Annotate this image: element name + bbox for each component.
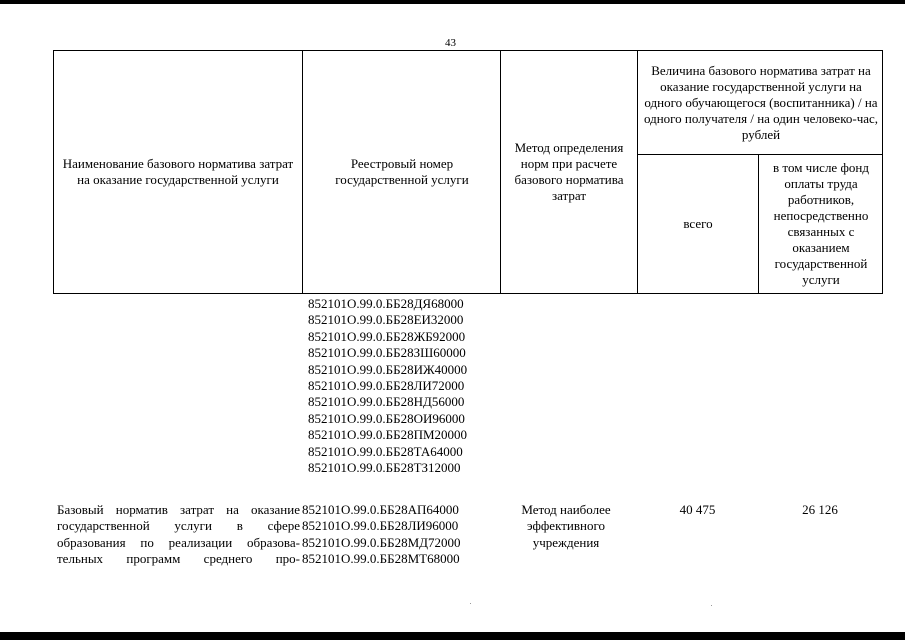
scan-speck	[470, 603, 471, 604]
header-registry-cell: Реестровый номер государственной услуги	[335, 156, 469, 187]
row2-name-line: Базовый норматив затрат на оказание	[57, 502, 300, 517]
row2-name-line: образования по реализации образова-	[57, 534, 300, 550]
list-item: 852101О.99.0.ББ28ТЗ12000	[308, 460, 461, 476]
header-name-cell: Наименование базового норматива затрат на оказание государственной услуги	[62, 156, 294, 187]
row2-codes-list	[302, 502, 461, 568]
row2-name-line: тельных программ среднего про-	[57, 551, 300, 567]
list-item: 852101О.99.0.ББ28ЗШ60000	[308, 345, 466, 361]
list-item: 852101О.99.0.ББ28ПМ20000	[308, 427, 468, 443]
row2-fund-cell: 26 126	[802, 502, 838, 517]
col-divider-4	[758, 154, 759, 294]
list-item: 852101О.99.0.ББ28МД72000	[302, 534, 461, 550]
table-border-left	[53, 50, 54, 294]
table-border-right	[882, 50, 883, 294]
list-item: 852101О.99.0.ББ28ЕИ32000	[308, 312, 464, 328]
list-item: 852101О.99.0.ББ28ДЯ68000	[308, 296, 464, 311]
scan-top-border	[0, 0, 905, 4]
row2-method-cell: Метод наиболее эффективного учреждения	[521, 502, 611, 550]
row2-name-cell	[57, 502, 300, 568]
scan-bottom-border	[0, 632, 905, 640]
list-item: 852101О.99.0.ББ28ОИ96000	[308, 410, 465, 426]
row2-name-line: государственной услуги в сфере	[57, 518, 300, 534]
header-table	[53, 50, 883, 294]
header-value-cell: Величина базового норматива затрат на оказание государственной услуги на одного обучающегося (воспитанника) / на одного получателя / на один человеко-час, рублей	[643, 63, 879, 142]
list-item: 852101О.99.0.ББ28ЖБ92000	[308, 328, 466, 344]
header-method-cell: Метод определения норм при расчете базового норматива затрат	[514, 140, 624, 203]
col-divider-1	[302, 50, 303, 294]
list-item: 852101О.99.0.ББ28ЛИ72000	[308, 378, 465, 394]
list-item: 852101О.99.0.ББ28ТА64000	[308, 443, 463, 459]
header-fund-cell: в том числе фонд оплаты труда работников, непосредственно связанных с оказанием государственной услуги	[773, 160, 869, 287]
list-item: 852101О.99.0.ББ28ИЖ40000	[308, 361, 468, 377]
continued-codes-list	[308, 296, 467, 476]
col-divider-3	[637, 50, 638, 294]
list-item: 852101О.99.0.ББ28ЛИ96000	[302, 518, 459, 534]
list-item: 852101О.99.0.ББ28АП64000	[302, 502, 459, 517]
row2-total-cell: 40 475	[679, 502, 716, 517]
list-item: 852101О.99.0.ББ28МТ68000	[302, 551, 460, 567]
header-total-cell: всего	[683, 216, 713, 231]
list-item: 852101О.99.0.ББ28НД56000	[308, 394, 465, 410]
scan-speck	[711, 605, 712, 606]
col-divider-2	[500, 50, 501, 294]
page-number: 43	[445, 37, 456, 49]
